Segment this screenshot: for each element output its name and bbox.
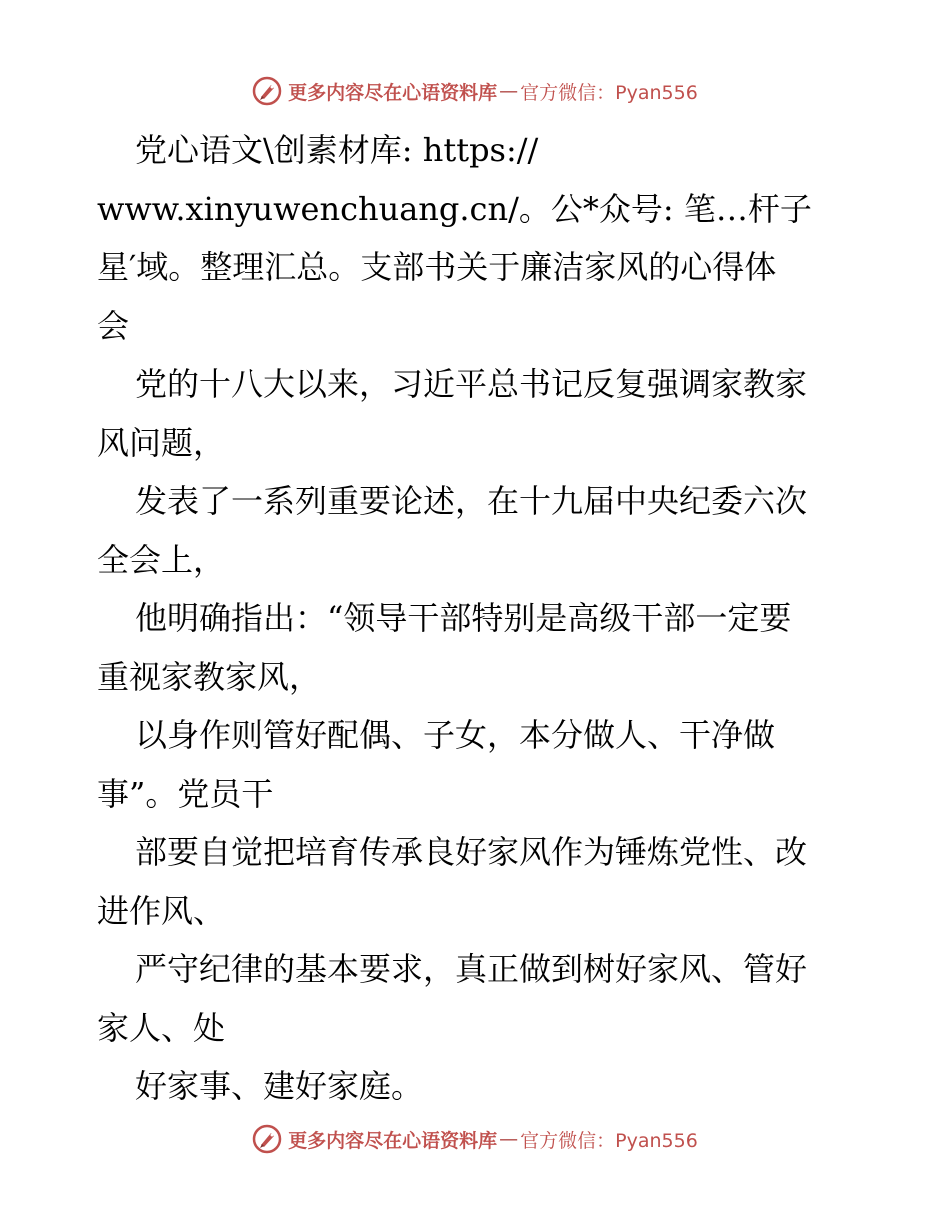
header-banner bbox=[0, 71, 950, 111]
banner-title: 更多内容尽在心语资料库 bbox=[288, 81, 498, 104]
text-line: 家人、处 bbox=[97, 1008, 226, 1047]
text-line: 以身作则管好配偶、子女，本分做人、干净做 bbox=[135, 716, 776, 754]
footer-banner bbox=[0, 1119, 950, 1159]
text-line: 党的十八大以来，习近平总书记反复强调家教家 bbox=[135, 365, 808, 403]
document-body bbox=[97, 121, 867, 1116]
text-line: 全会上， bbox=[97, 540, 226, 579]
text-line: 他明确指出：“领导干部特别是高级干部一定要 bbox=[135, 599, 792, 637]
pen-nib-logo-icon bbox=[252, 1124, 282, 1154]
banner-wechat: 官方微信：Pyan556 bbox=[520, 1129, 698, 1152]
pen-nib-logo-icon bbox=[252, 76, 282, 106]
banner-dash: — bbox=[499, 1128, 519, 1150]
text-line: 事”。党员干 bbox=[97, 774, 274, 813]
banner-wechat: 官方微信：Pyan556 bbox=[520, 81, 698, 104]
text-line: 重视家教家风， bbox=[97, 657, 322, 696]
text-line: 风问题， bbox=[97, 423, 226, 462]
banner-dash: — bbox=[499, 80, 519, 102]
text-line: 部要自觉把培育传承良好家风作为锤炼党性、改 bbox=[135, 833, 808, 871]
text-line: 好家事、建好家庭。 bbox=[135, 1067, 424, 1105]
text-line: 进作风、 bbox=[97, 891, 226, 930]
text-line: 星′域。整理汇总。支部书关于廉洁家风的心得体 bbox=[97, 248, 777, 286]
text-line: 会 bbox=[97, 306, 130, 345]
text-line: 党心语文\创素材库: https:// bbox=[135, 131, 539, 169]
text-line: 严守纪律的基本要求，真正做到树好家风、管好 bbox=[135, 950, 808, 988]
banner-title: 更多内容尽在心语资料库 bbox=[288, 1129, 498, 1152]
text-line: www.xinyuwenchuang.cn/。公*众号: 笔…杆子 bbox=[97, 189, 812, 228]
text-line: 发表了一系列重要论述，在十九届中央纪委六次 bbox=[135, 482, 808, 520]
